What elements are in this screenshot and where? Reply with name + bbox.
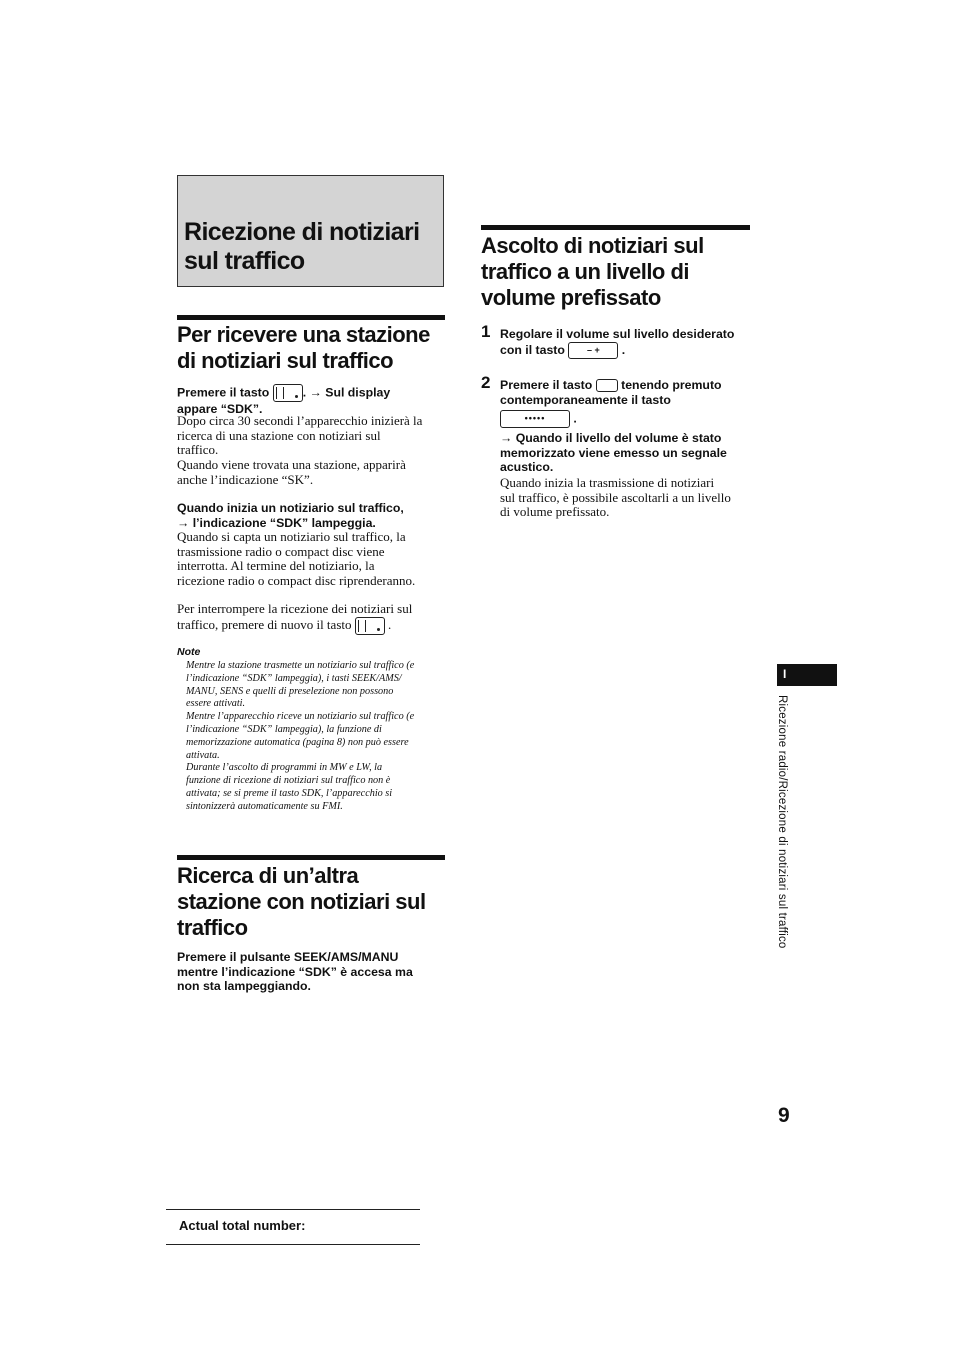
section-rule <box>177 315 445 320</box>
chapter-title-line2: sul traffico <box>184 247 305 275</box>
section1-lead: Premere il tasto . → Sul display appare “SDK”. <box>177 385 391 416</box>
section2-heading: Ricerca di un’altra stazione con notiziari sul traffico <box>177 863 426 940</box>
section1-body2: Quando si capta un notiziario sul traffico, la trasmissione radio o compact disc viene interrotta. Al termine del notiziario, la ricezione radio o compact disc riprenderanno. <box>177 529 416 589</box>
section-rule <box>177 855 445 860</box>
section2-lead: Premere il pulsante SEEK/AMS/MANU mentre l’indicazione “SDK” è accesa ma non sta lampeggiando. <box>177 950 413 993</box>
section1-lead2: Quando inizia un notiziario sul traffico, → l’indicazione “SDK” lampeggia. <box>177 501 404 530</box>
sdk-key-icon <box>355 617 385 635</box>
sdk-key-icon <box>596 379 618 392</box>
chapter-tab-letter: I <box>783 667 787 681</box>
step2-text: Premere il tasto tenendo premuto contemporaneamente il tasto ••••• . → Quando il livello del volume è stato memorizzato viene emesso un segnale acustico. <box>500 378 727 474</box>
section3-heading: Ascolto di notiziari sul traffico a un livello di volume prefissato <box>481 233 704 310</box>
notes-list: Mentre la stazione trasmette un notiziario sul traffico (e l’indicazione “SDK” lampeggia), i tasti SEEK/AMS/ MANU, SENS e quelli di preselezione non possono essere attivati. Mentre l’apparecchio riceve un notiziario sul traffico (e l’indicazione “SDK” lampeggia), la funzione di memorizzazione automatica (pagina 8) non può essere attivata. Durante l’ascolto di programmi in MW e LW, la funzione di ricezione di notiziari sul traffico non è attivata; se si preme il tasto SDK, l’apparecchio si sintonizzerà automaticamente su FMI. <box>186 660 415 812</box>
chapter-title-box <box>177 175 444 287</box>
section1-heading: Per ricevere una stazione di notiziari sul traffico <box>177 322 430 373</box>
page-number: 9 <box>778 1104 790 1127</box>
chapter-title <box>184 218 419 276</box>
note-title: Note <box>177 646 201 658</box>
step-number: 1 <box>481 322 491 341</box>
section1-body3: Per interrompere la ricezione dei notiziari sul traffico, premere di nuovo il tasto . <box>177 602 452 635</box>
section3-body: Quando inizia la trasmissione di notiziari sul traffico, è possibile ascoltarli a un livello di volume prefissato. <box>500 475 731 520</box>
step-number: 2 <box>481 373 491 392</box>
footer-rule-top <box>166 1209 420 1210</box>
actual-total-label: Actual total number: <box>179 1218 306 1233</box>
section-rule <box>481 225 750 230</box>
step1-text: Regolare il volume sul livello desiderato con il tasto – + . <box>500 327 760 359</box>
side-running-title: Ricezione radio/Ricezione di notiziari sul traffico <box>776 695 788 949</box>
footer-rule-bottom <box>166 1244 420 1245</box>
chapter-tab <box>777 664 837 686</box>
preset-key-icon: ••••• <box>500 410 570 428</box>
chapter-title-line1: Ricezione di notiziari <box>184 218 420 246</box>
sdk-key-icon <box>273 384 303 402</box>
volume-key-icon: – + <box>568 342 618 359</box>
section1-body: Dopo circa 30 secondi l’apparecchio inizierà la ricerca di una stazione con notiziari sul traffico. Quando viene trovata una stazione, apparirà anche l’indicazione “SK”. <box>177 413 423 487</box>
